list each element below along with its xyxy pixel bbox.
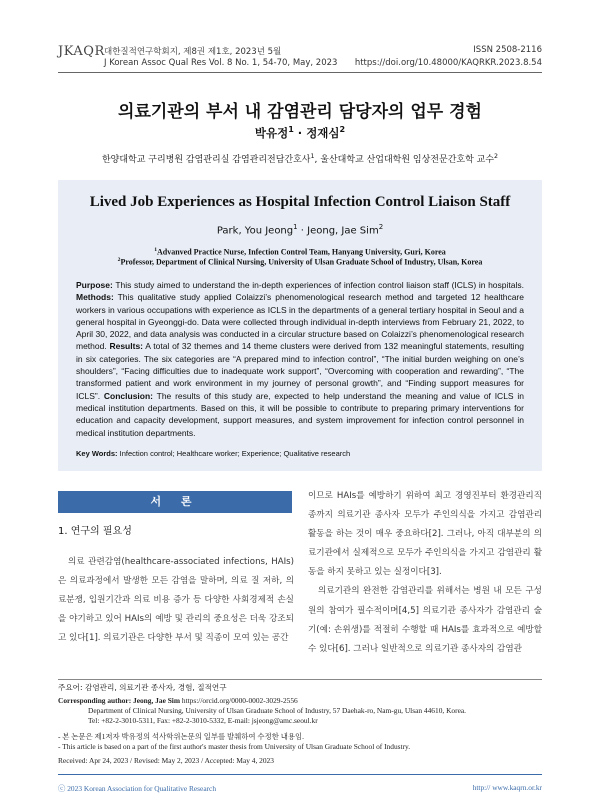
thesis-note-ko: - 본 논문은 제1저자 박유정의 석사학위논문의 일부를 발췌하여 수정한 내용임. [58, 732, 304, 741]
journal-url[interactable]: http:// www.kaqrn.or.kr [472, 783, 542, 792]
corresponding-author-dept: Department of Clinical Nursing, University of Ulsan Graduate School of Industry, 57 Daehak-ro, Nam-gu, Ulsan 44610, Korea. [88, 706, 466, 715]
abstract-body [76, 279, 524, 439]
doi-link[interactable]: https://doi.org/10.48000/KAQRKR.2023.8.54 [354, 58, 542, 68]
corresponding-author-contact: Tel: +82-2-3010-5311, Fax: +82-2-3010-5332, E-mail: jsjeong@amc.seoul.kr [88, 716, 318, 725]
author-2-en: Jeong, Jae Sim [307, 225, 379, 237]
keywords-label: Key Words: [76, 449, 118, 458]
affiliation-2-sup: 2 [494, 153, 499, 160]
orcid-link[interactable]: https://orcid.org/0000-0002-3029-2556 [180, 696, 298, 705]
title-english: Lived Job Experiences as Hospital Infection Control Liaison Staff [89, 194, 511, 210]
affiliation-en-2-text: Professor, Department of Clinical Nursing, University of Ulsan Graduate School of Industry, Ulsan, Korea [120, 257, 483, 267]
author-1-en: Park, You Jeong [216, 225, 294, 237]
corresponding-author [58, 696, 466, 726]
authors-english [58, 223, 542, 236]
author-en-separator: · [297, 225, 308, 237]
conclusion-text: The results of this study are, expected to help understand the meaning and value of ICLS in medical institution departments. Based on this, it will be possible to contribute to preparing primary interventions for education and capacity development, support measures, and system improvement for infection control personnel in medical institution departments. [76, 390, 525, 438]
keywords-en [76, 449, 524, 458]
right-paragraph-1: 이므로 HAIs를 예방하기 위하여 최고 경영진부터 환경관리직 종까지 의료기관 종사자 모두가 주인의식을 가지고 감염관리 활동을 하는 것이 매우 중요하다[2]. 그러나, 아직 대부분의 의료기관에서 실제적으로 모두가 주인의식을 가지고 감염관리 활동을 하지 못하고 있는 실정이다[3]. [308, 491, 542, 578]
thesis-note-en: - This article is based on a part of the first author's master thesis from University of Ulsan Graduate School of Industry. [58, 742, 411, 751]
title-korean: 의료기관의 부서 내 감염관리 담당자의 업무 경험 [118, 102, 482, 122]
affiliation-separator: , [314, 155, 321, 165]
publication-dates: Received: Apr 24, 2023 / Revised: May 2, 2023 / Accepted: May 4, 2023 [58, 756, 274, 765]
affiliation-1-sup: 1 [310, 153, 315, 160]
affiliation-2: 울산대학교 산업대학원 임상전문간호학 교수 [320, 155, 495, 165]
author-separator: · [293, 126, 307, 140]
left-paragraph: 의료 관련감염(healthcare-associated infections, HAIs)은 의료과정에서 발생한 모든 감염을 말하며, 의료 질 저하, 의료분쟁, 입원기간과 의료 비용 증가 등 다양한 사회경제적 손실을 야기하고 있어 HAIs의 예방 및 관리의 중요성은 더욱 강조되고 있다[1]. 의료기관은 다양한 부서 및 직종이 모여 있는 공간 [58, 557, 294, 644]
keywords-korean: 주요어: 감염관리, 의료기관 종사자, 경험, 질적연구 [58, 683, 227, 692]
author-2-sup: 2 [339, 125, 346, 135]
copyright: ⓒ 2023 Korean Association for Qualitative Research [58, 784, 217, 793]
footer-divider [58, 774, 542, 775]
author-2-en-sup: 2 [378, 223, 384, 231]
subsection-heading: 1. 연구의 필요성 [58, 526, 132, 537]
author-1: 박유정 [254, 126, 289, 140]
conclusion-label: Conclusion: [103, 390, 153, 401]
affiliations-korean [0, 152, 600, 165]
author-1-sup: 1 [288, 125, 294, 135]
affiliation-en-1-text: Advanved Practice Nurse, Infection Control Team, Hanyang University, Guri, Korea [156, 247, 446, 257]
affiliation-en-2-sup: 2 [117, 257, 121, 263]
methods-text: This qualitative study applied Colaizzi’s phenomenological research method and targeted 12 healthcare workers in various occupations with experience as ICLS in the departments of a general tertiary hospital in Seoul and a general hospital in Gyeonggi-do. Data were collected through individual in-depth interviews from February 21, 2022, to April 30, 2022, and data analysis was conducted in a circular structure based on Colaizzi’s phenomenological research method. [76, 292, 524, 352]
results-label: Results: [109, 341, 144, 352]
footnote-divider [58, 679, 542, 680]
header-divider [58, 72, 542, 73]
authors-korean [0, 125, 600, 141]
thesis-note [58, 732, 410, 752]
keywords-text: Infection control; Healthcare worker; Experience; Qualitative research [117, 449, 351, 458]
issn: ISSN 2508-2116 [473, 45, 542, 55]
section-heading-introduction: 서 론 [58, 491, 292, 513]
purpose-label: Purpose: [76, 280, 113, 290]
affiliation-1: 한양대학교 구리병원 감염관리실 감염관리전담간호사 [101, 155, 311, 165]
corresponding-author-label: Corresponding author: Jeong, Jae Sim [58, 696, 181, 705]
affiliation-en-1 [58, 247, 542, 257]
affiliation-en-1-sup: 1 [154, 247, 157, 253]
journal-citation-en: J Korean Assoc Qual Res Vol. 8 No. 1, 54-70, May, 2023 [104, 58, 338, 68]
right-paragraph-2: 의료기관의 완전한 감염관리를 위해서는 병원 내 모든 구성원의 참여가 필수적이며[4,5] 의료기관 종사자가 감염관리 술기(예: 손위생)를 적절히 수행할 때 HAIs를 효과적으로 예방할 수 있다[6]. 그러나 일반적으로 의료기관 종사자의 감염관 [308, 586, 542, 654]
results-text: A total of 32 themes and 14 theme clusters were derived from 132 meaningful statements, resulting in six categories. The six categories are “A prepared mind to infection control”, “The initial burden weighing on one’s shoulders”, “Facing difficulties due to inadequate work support”, “Overcoming with cooperation and rewarding”, “The transformed patient and work environment in my journey of personal growth”, and “Finding support measures for ICLS”. [76, 341, 524, 401]
methods-label: Methods: [76, 292, 114, 303]
author-2: 정재심 [306, 126, 340, 140]
author-1-en-sup: 1 [293, 223, 298, 231]
journal-citation-ko: 대한질적연구학회지, 제8권 제1호, 2023년 5월 [104, 47, 282, 57]
corresponding-author-line [58, 696, 466, 706]
affiliation-en-2 [58, 257, 542, 267]
body-column-left [58, 553, 294, 648]
journal-logo: JKAQR [58, 44, 105, 59]
purpose-text: This study aimed to understand the in-depth experiences of infection control liaison staff (ICLS) in hospitals. [112, 280, 524, 290]
body-column-right [308, 487, 542, 659]
